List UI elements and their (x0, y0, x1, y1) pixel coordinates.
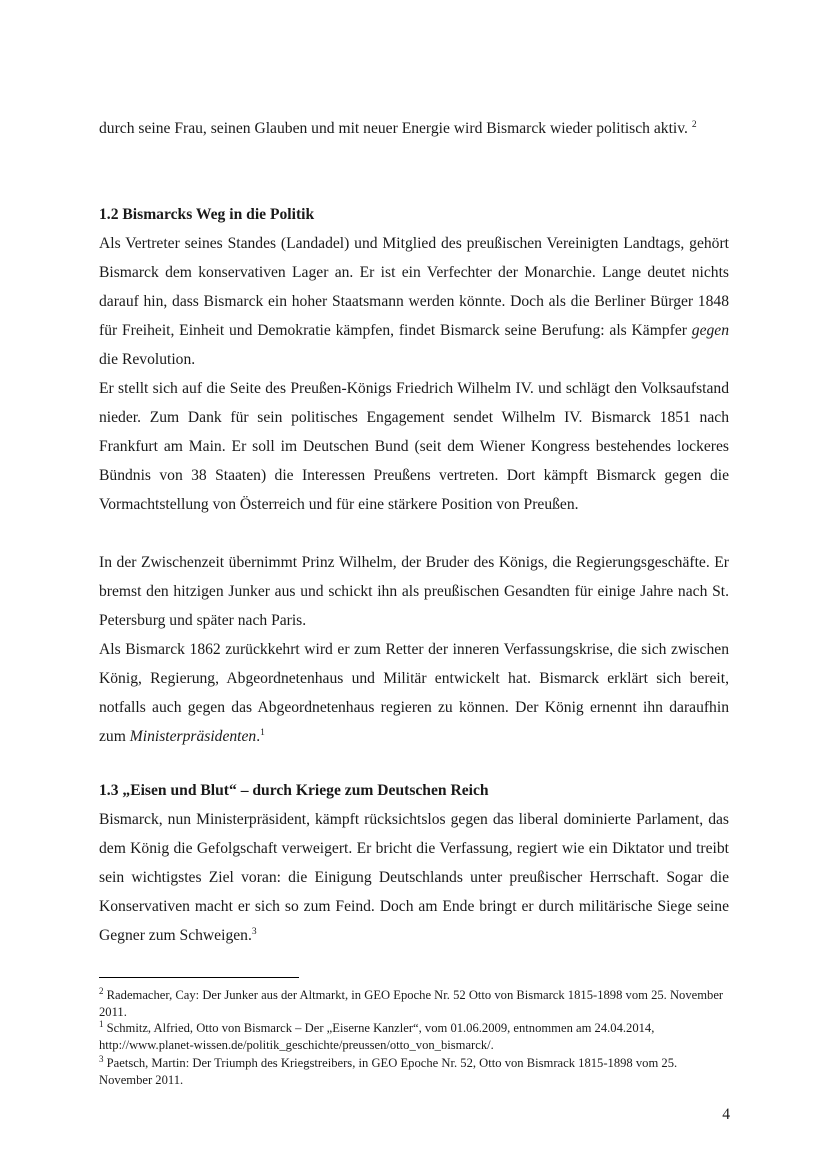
intro-paragraph: durch seine Frau, seinen Glauben und mit neuer Energie wird Bismarck wieder politisch aktiv. $^2$ (99, 119, 697, 137)
paragraph-eisen-und-blut: Bismarck, nun Ministerpräsident, kämpft rücksichtslos gegen das liberal dominierte Parlament, das dem König die Gefolgschaft verweigert. Er bricht die Verfassung, regiert wie ein Diktator und treibt sein wichtigstes Ziel voran: die Einigung Deutschlands unter preußischer Herrschaft. Sogar die Konservativen macht er sich so zum Feind. Doch am Ende bringt er durch militärische Siege seine Gegner zum Schweigen.$^3$ (99, 811, 729, 944)
footnote-3: $^3$ Paetsch, Martin: Der Triumph des Kriegstreibers, in GEO Epoche Nr. 52, Otto von Bismrack 1815-1898 vom 25. November 2011. (99, 1053, 678, 1087)
emphasis-gegen: gegen (691, 322, 729, 339)
page-number: 4 (722, 1106, 730, 1123)
paragraph-frankfurt: Er stellt sich auf die Seite des Preußen-Königs Friedrich Wilhelm IV. und schlägt den Volksaufstand nieder. Zum Dank für sein politisches Engagement sendet Wilhelm IV. Bismarck 1851 nach Frankfurt am Main. Er soll im Deutschen Bund (seit dem Wiener Kongress bestehendes lockeres Bündnis von 38 Staaten) die Interessen Preußens vertreten. Dort kämpft Bismarck gegen die Vormachtstellung von Österreich und für eine stärkere Position von Preußen. (99, 380, 729, 513)
footnote-2: $^2$ Rademacher, Cay: Der Junker aus der Altmarkt, in GEO Epoche Nr. 52 Otto von Bismarck 1815-1898 vom 25. November 2011. (99, 985, 724, 1019)
emphasis-ministerpraesident: Ministerpräsidenten (129, 728, 257, 745)
paragraph-return-1862: Als Bismarck 1862 zurückkehrt wird er zum Retter der inneren Verfassungskrise, die sich zwischen König, Regierung, Abgeordnetenhaus und Militär entwickelt hat. Bismarck erklärt sich bereit, notfalls auch gegen das Abgeordnetenhaus regieren zu können. Der König ernennt ihn daraufhin zum Ministerpräsidenten.$^1$ (99, 641, 729, 745)
footnote-ref-1: 1 (260, 727, 265, 738)
footnote-ref-3: 3 (251, 926, 257, 937)
footnote-ref-2: 2 (691, 119, 697, 130)
section-heading-1-3: 1.3 „Eisen und Blut“ – durch Kriege zum Deutschen Reich (99, 782, 489, 799)
footnote-1: $^1$ Schmitz, Alfried, Otto von Bismarck – Der „Eiserne Kanzler“, vom 01.06.2009, entnommen am 24.04.2014, http://www.planet-wissen.de/politik_geschichte/preussen/otto_von_bismarck/. (99, 1018, 655, 1052)
paragraph-interim: In der Zwischenzeit übernimmt Prinz Wilhelm, der Bruder des Königs, die Regierungsgeschäfte. Er bremst den hitzigen Junker aus und schickt ihn als preußischen Gesandten für einige Jahre nach St. Petersburg und später nach Paris. (99, 554, 729, 629)
paragraph-bismarck-politics: Als Vertreter seines Standes (Landadel) und Mitglied des preußischen Vereinigten Landtags, gehört Bismarck dem konservativen Lager an. Er ist ein Verfechter der Monarchie. Lange deutet nichts darauf hin, dass Bismarck ein hoher Staatsmann werden könnte. Doch als die Berliner Bürger 1848 für Freiheit, Einheit und Demokratie kämpfen, findet Bismarck seine Berufung: als Kämpfer gegen die Revolution. (99, 235, 729, 368)
footnote-separator (99, 977, 299, 978)
section-heading-1-2: 1.2 Bismarcks Weg in die Politik (99, 206, 315, 223)
